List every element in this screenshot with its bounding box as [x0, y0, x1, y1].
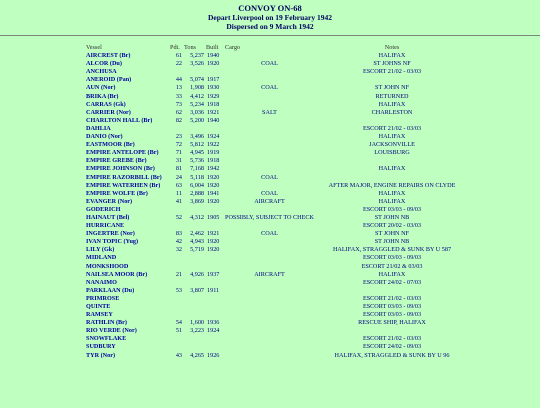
cargo-cell — [225, 206, 314, 214]
built-cell: 1911 — [207, 286, 220, 294]
tons-cell: 1,908 — [190, 84, 204, 92]
pdt-cell: 83 — [175, 230, 182, 238]
vessel-cell: QUINTE — [86, 303, 111, 310]
vessel-cell: RIO VERDE (Nor) — [86, 327, 137, 335]
table-row — [86, 133, 470, 141]
pdt-cell — [170, 343, 184, 351]
pdt-cell — [170, 222, 184, 230]
cargo-cell: COAL — [261, 173, 278, 181]
built-cell — [206, 343, 225, 351]
notes-cell: ESCORT 03/03 - 09/03 — [362, 303, 422, 310]
notes-cell: HALIFAX, STRAGGLED & SUNK BY U 96 — [334, 351, 450, 359]
cargo-cell — [225, 117, 314, 125]
table-row — [86, 93, 470, 101]
built-cell: 1929 — [207, 92, 220, 100]
vessel-cell: EVANGER (Nor) — [86, 197, 133, 205]
pdt-cell: 11 — [176, 189, 182, 197]
notes-cell — [314, 287, 470, 295]
cargo-cell — [225, 125, 314, 133]
cargo-cell — [225, 279, 314, 287]
cargo-cell — [225, 303, 314, 311]
built-cell: 1941 — [207, 189, 220, 197]
tons-cell: 2,462 — [190, 230, 204, 238]
vessel-cell: NANAIMO — [86, 278, 117, 286]
table-row — [86, 68, 470, 76]
built-cell: 1930 — [207, 84, 220, 92]
tons-cell: 5,237 — [190, 52, 204, 60]
cargo-cell — [225, 157, 314, 165]
pdt-cell — [170, 279, 184, 287]
built-cell — [206, 206, 225, 214]
pdt-cell — [170, 311, 184, 319]
built-cell — [206, 222, 225, 230]
pdt-cell: 13 — [175, 84, 182, 92]
cargo-cell — [225, 254, 314, 262]
tons-cell: 7,168 — [190, 165, 204, 173]
notes-cell: HALIFAX — [378, 100, 406, 108]
col-cargo: Cargo — [225, 44, 241, 51]
vessel-cell: CARRIER (Nor) — [86, 108, 131, 116]
cargo-cell — [225, 149, 314, 157]
tons-cell — [184, 125, 206, 133]
convoy-table — [86, 44, 470, 360]
cargo-cell: COAL — [261, 60, 278, 68]
table-row — [86, 84, 470, 92]
pdt-cell: 71 — [175, 149, 182, 157]
built-cell: 1917 — [207, 76, 220, 84]
notes-cell: HALIFAX — [378, 197, 406, 205]
built-cell — [206, 295, 225, 303]
table-header-row — [86, 44, 470, 52]
notes-cell: CHARLESTON — [371, 108, 413, 116]
table-row — [86, 190, 470, 198]
pdt-cell: 53 — [175, 286, 182, 294]
pdt-cell: 43 — [175, 351, 182, 359]
cargo-cell — [225, 182, 314, 190]
tons-cell: 3,869 — [190, 197, 204, 205]
notes-cell: RESCUE SHIP, HALIFAX — [358, 319, 426, 327]
table-row — [86, 238, 470, 246]
tons-cell — [184, 335, 206, 343]
notes-cell: JACKSONVILLE — [369, 141, 415, 149]
cargo-cell: COAL — [261, 230, 278, 238]
cargo-cell: POSSIBLY, SUBJECT TO CHECK — [225, 213, 315, 221]
vessel-cell: RAMSEY — [86, 311, 113, 319]
built-cell: 1942 — [207, 165, 220, 173]
table-row — [86, 165, 470, 173]
vessel-cell: MIDLAND — [86, 254, 117, 262]
cargo-cell — [225, 311, 314, 319]
built-cell — [206, 303, 225, 311]
vessel-cell: CARRAS (Gk) — [86, 100, 126, 108]
built-cell: 1920 — [207, 238, 220, 246]
built-cell — [206, 279, 225, 287]
vessel-cell: RATHLIN (Br) — [86, 319, 127, 327]
table-row — [86, 327, 470, 335]
notes-cell: HALIFAX, STRAGGLED & SUNK BY U 587 — [332, 246, 452, 254]
cargo-cell: AIRCRAFT — [254, 270, 285, 278]
table-row — [86, 279, 470, 287]
vessel-cell: MONKSHOOD — [86, 262, 129, 270]
table-row — [86, 206, 470, 214]
vessel-cell: DAHLIA — [86, 124, 111, 132]
pdt-cell: 22 — [175, 60, 182, 68]
notes-cell: ESCORT 20/02 - 03/03 — [362, 222, 422, 230]
table-row — [86, 295, 470, 303]
built-cell — [206, 254, 225, 262]
built-cell: 1920 — [207, 173, 220, 181]
table-row — [86, 246, 470, 254]
col-pdt: Pdt. — [170, 44, 180, 51]
notes-cell — [314, 327, 470, 335]
pdt-cell: 31 — [175, 157, 182, 165]
built-cell: 1905 — [207, 213, 220, 221]
cargo-cell — [225, 352, 314, 360]
tons-cell: 3,496 — [190, 133, 204, 141]
vessel-cell: SNOWFLAKE — [86, 335, 127, 343]
table-row — [86, 125, 470, 133]
cargo-cell — [225, 263, 314, 271]
pdt-cell: 54 — [175, 319, 182, 327]
tons-cell — [184, 279, 206, 287]
pdt-cell: 61 — [175, 52, 182, 60]
tons-cell — [184, 303, 206, 311]
col-built: Built — [206, 44, 219, 51]
built-cell: 1924 — [207, 133, 220, 141]
pdt-cell: 81 — [175, 165, 182, 173]
cargo-cell — [225, 141, 314, 149]
vessel-cell: EMPIRE ANTELOPE (Br) — [86, 149, 159, 157]
notes-cell: HALIFAX — [378, 189, 406, 197]
tons-cell — [184, 206, 206, 214]
vessel-cell: AIRCREST (Br) — [86, 52, 131, 60]
table-row — [86, 287, 470, 295]
vessel-cell: PARKLAAN (Du) — [86, 286, 135, 294]
notes-cell: AFTER MAJOR, ENGINE REPAIRS ON CLYDE — [328, 181, 456, 189]
tons-cell: 3,807 — [190, 286, 204, 294]
vessel-cell: AUN (Nor) — [86, 84, 116, 92]
vessel-cell: EMPIRE RAZORBILL (Br) — [86, 173, 162, 181]
notes-cell: ST JOHNS NF — [373, 60, 411, 68]
cargo-cell — [225, 287, 314, 295]
pdt-cell: 24 — [175, 173, 182, 181]
col-vessel: Vessel — [86, 44, 102, 51]
tons-cell — [184, 263, 206, 271]
vessel-cell: LILY (Gk) — [86, 246, 115, 254]
cargo-cell — [225, 327, 314, 335]
notes-cell: ESCORT 21/02 - 03/03 — [362, 68, 422, 76]
built-cell: 1920 — [207, 60, 220, 68]
cargo-cell: COAL — [261, 84, 278, 92]
table-row — [86, 214, 470, 222]
table-row — [86, 335, 470, 343]
table-row — [86, 311, 470, 319]
tons-cell: 3,223 — [190, 327, 204, 335]
tons-cell — [184, 68, 206, 76]
vessel-cell: ANCHUSA — [86, 68, 117, 76]
tons-cell: 4,945 — [190, 149, 204, 157]
page-header — [0, 3, 540, 31]
pdt-cell: 82 — [175, 116, 182, 124]
table-body — [86, 52, 470, 360]
cargo-cell: AIRCRAFT — [254, 197, 285, 205]
table-row — [86, 174, 470, 182]
vessel-cell: EMPIRE WATERHEN (Br) — [86, 181, 161, 189]
table-row — [86, 109, 470, 117]
tons-cell: 6,004 — [190, 181, 204, 189]
table-row — [86, 149, 470, 157]
built-cell — [206, 311, 225, 319]
depart-line: Depart Liverpool on 19 February 1942 — [208, 13, 332, 22]
built-cell — [206, 335, 225, 343]
notes-cell — [314, 76, 470, 84]
built-cell: 1921 — [207, 108, 220, 116]
vessel-cell: EMPIRE GREBE (Br) — [86, 157, 147, 165]
notes-cell: ESCORT 21/02 & 03/03 — [361, 262, 423, 270]
table-row — [86, 101, 470, 109]
built-cell: 1920 — [207, 181, 220, 189]
built-cell: 1940 — [207, 116, 220, 124]
tons-cell: 4,265 — [190, 351, 204, 359]
cargo-cell — [225, 68, 314, 76]
table-row — [86, 343, 470, 351]
pdt-cell — [170, 125, 184, 133]
vessel-cell: BRIKA (Br) — [86, 92, 119, 100]
table-row — [86, 60, 470, 68]
cargo-cell — [225, 93, 314, 101]
built-cell: 1919 — [207, 149, 220, 157]
tons-cell: 5,074 — [190, 76, 204, 84]
tons-cell: 4,412 — [190, 92, 204, 100]
pdt-cell: 62 — [175, 108, 182, 116]
pdt-cell: 52 — [175, 213, 182, 221]
notes-cell: ESCORT 24/02 - 07/03 — [362, 278, 422, 286]
built-cell: 1918 — [207, 157, 220, 165]
vessel-cell: TYR (Nor) — [86, 351, 116, 359]
vessel-cell: INGERTRE (Nor) — [86, 230, 135, 238]
built-cell: 1920 — [207, 197, 220, 205]
notes-cell: ST JOHN NB — [374, 238, 410, 246]
built-cell: 1940 — [207, 52, 220, 60]
built-cell: 1918 — [207, 100, 220, 108]
table-row — [86, 52, 470, 60]
pdt-cell: 73 — [175, 100, 182, 108]
pdt-cell: 72 — [175, 141, 182, 149]
vessel-cell: NAILSEA MOOR (Br) — [86, 270, 148, 278]
notes-cell: ESCORT 21/02 - 03/03 — [362, 124, 422, 132]
cargo-cell — [225, 52, 314, 60]
cargo-cell — [225, 335, 314, 343]
vessel-cell: EMPIRE WOLFE (Br) — [86, 189, 148, 197]
vessel-cell: ALCOR (Du) — [86, 60, 122, 68]
col-notes: Notes — [384, 44, 400, 51]
notes-cell: ESCORT 24/02 - 09/03 — [362, 343, 422, 351]
table-row — [86, 352, 470, 360]
tons-cell — [184, 311, 206, 319]
notes-cell: ESCORT 03/03 - 09/03 — [362, 254, 422, 262]
notes-cell: ESCORT 21/02 - 03/03 — [362, 294, 422, 302]
tons-cell: 4,312 — [190, 213, 204, 221]
vessel-cell: GODERICH — [86, 205, 121, 213]
built-cell: 1922 — [207, 141, 220, 149]
vessel-cell: ANEROID (Pan) — [86, 76, 132, 84]
pdt-cell: 33 — [175, 92, 182, 100]
notes-cell: ST JOHN NF — [375, 84, 409, 92]
table-row — [86, 319, 470, 327]
notes-cell: HALIFAX — [378, 133, 406, 141]
table-row — [86, 263, 470, 271]
notes-cell: RETURNED — [375, 92, 409, 100]
cargo-cell: SALT — [262, 108, 277, 116]
built-cell: 1937 — [207, 270, 220, 278]
col-tons: Tons — [184, 44, 196, 51]
cargo-cell — [225, 165, 314, 173]
notes-cell: HALIFAX — [378, 52, 406, 60]
table-row — [86, 303, 470, 311]
notes-cell: ST JOHN NF — [375, 230, 409, 238]
pdt-cell: 23 — [175, 133, 182, 141]
tons-cell — [184, 343, 206, 351]
notes-cell: HALIFAX — [378, 165, 406, 173]
cargo-cell: COAL — [261, 189, 278, 197]
tons-cell: 5,200 — [190, 116, 204, 124]
built-cell: 1924 — [207, 327, 220, 335]
built-cell: 1936 — [207, 319, 220, 327]
tons-cell: 3,036 — [190, 108, 204, 116]
table-row — [86, 230, 470, 238]
vessel-cell: EMPIRE JOHNSON (Br) — [86, 165, 155, 173]
pdt-cell: 41 — [175, 197, 182, 205]
pdt-cell — [170, 303, 184, 311]
cargo-cell — [225, 101, 314, 109]
tons-cell: 3,526 — [190, 60, 204, 68]
vessel-cell: IVAN TOPIC (Yug) — [86, 238, 139, 246]
table-row — [86, 141, 470, 149]
vessel-cell: SUDBURY — [86, 343, 116, 351]
table-row — [86, 117, 470, 125]
notes-cell: HALIFAX — [378, 270, 406, 278]
pdt-cell — [170, 206, 184, 214]
pdt-cell: 51 — [175, 327, 182, 335]
notes-cell — [314, 174, 470, 182]
cargo-cell — [225, 295, 314, 303]
tons-cell: 2,888 — [190, 189, 204, 197]
vessel-cell: HURRICANE — [86, 222, 125, 230]
pdt-cell — [170, 263, 184, 271]
pdt-cell — [170, 335, 184, 343]
tons-cell: 5,234 — [190, 100, 204, 108]
cargo-cell — [225, 343, 314, 351]
table-row — [86, 271, 470, 279]
built-cell — [206, 263, 225, 271]
table-row — [86, 76, 470, 84]
pdt-cell: 42 — [175, 238, 182, 246]
tons-cell: 1,600 — [190, 319, 204, 327]
vessel-cell: CHARLTON HALL (Br) — [86, 116, 153, 124]
cargo-cell — [225, 246, 314, 254]
pdt-cell — [170, 68, 184, 76]
notes-cell: ST JOHN NB — [374, 213, 410, 221]
built-cell — [206, 125, 225, 133]
tons-cell: 4,926 — [190, 270, 204, 278]
vessel-cell: PRIMROSE — [86, 294, 120, 302]
pdt-cell — [170, 254, 184, 262]
notes-cell: ESCORT 21/02 - 03/03 — [362, 335, 422, 343]
built-cell — [206, 68, 225, 76]
pdt-cell: 44 — [175, 76, 182, 84]
built-cell: 1920 — [207, 246, 220, 254]
tons-cell: 5,812 — [190, 141, 204, 149]
notes-cell: ESCORT 03/03 - 09/03 — [362, 205, 422, 213]
vessel-cell: EASTMOOR (Br) — [86, 141, 135, 149]
table-row — [86, 198, 470, 206]
convoy-title: CONVOY ON-68 — [238, 3, 302, 13]
vessel-cell: DANIO (Nor) — [86, 133, 123, 141]
notes-cell — [314, 117, 470, 125]
table-row — [86, 254, 470, 262]
notes-cell: LOUISBURG — [374, 149, 410, 157]
notes-cell — [314, 157, 470, 165]
built-cell: 1921 — [207, 230, 220, 238]
header-divider — [0, 35, 540, 36]
notes-cell: ESCORT 03/03 - 09/03 — [362, 311, 422, 319]
built-cell: 1926 — [207, 351, 220, 359]
vessel-cell: HAINAUT (Bel) — [86, 213, 130, 221]
pdt-cell: 21 — [175, 270, 182, 278]
tons-cell: 5,719 — [190, 246, 204, 254]
table-row — [86, 182, 470, 190]
tons-cell: 4,943 — [190, 238, 204, 246]
cargo-cell — [225, 133, 314, 141]
cargo-cell — [225, 222, 314, 230]
pdt-cell: 63 — [175, 181, 182, 189]
pdt-cell: 32 — [175, 246, 182, 254]
cargo-cell — [225, 319, 314, 327]
tons-cell — [184, 222, 206, 230]
tons-cell — [184, 254, 206, 262]
tons-cell: 5,736 — [190, 157, 204, 165]
tons-cell — [184, 295, 206, 303]
cargo-cell — [225, 76, 314, 84]
table-row — [86, 222, 470, 230]
dispersed-line: Dispersed on 9 March 1942 — [226, 22, 314, 31]
table-row — [86, 157, 470, 165]
cargo-cell — [225, 238, 314, 246]
tons-cell: 5,118 — [190, 173, 204, 181]
pdt-cell — [170, 295, 184, 303]
